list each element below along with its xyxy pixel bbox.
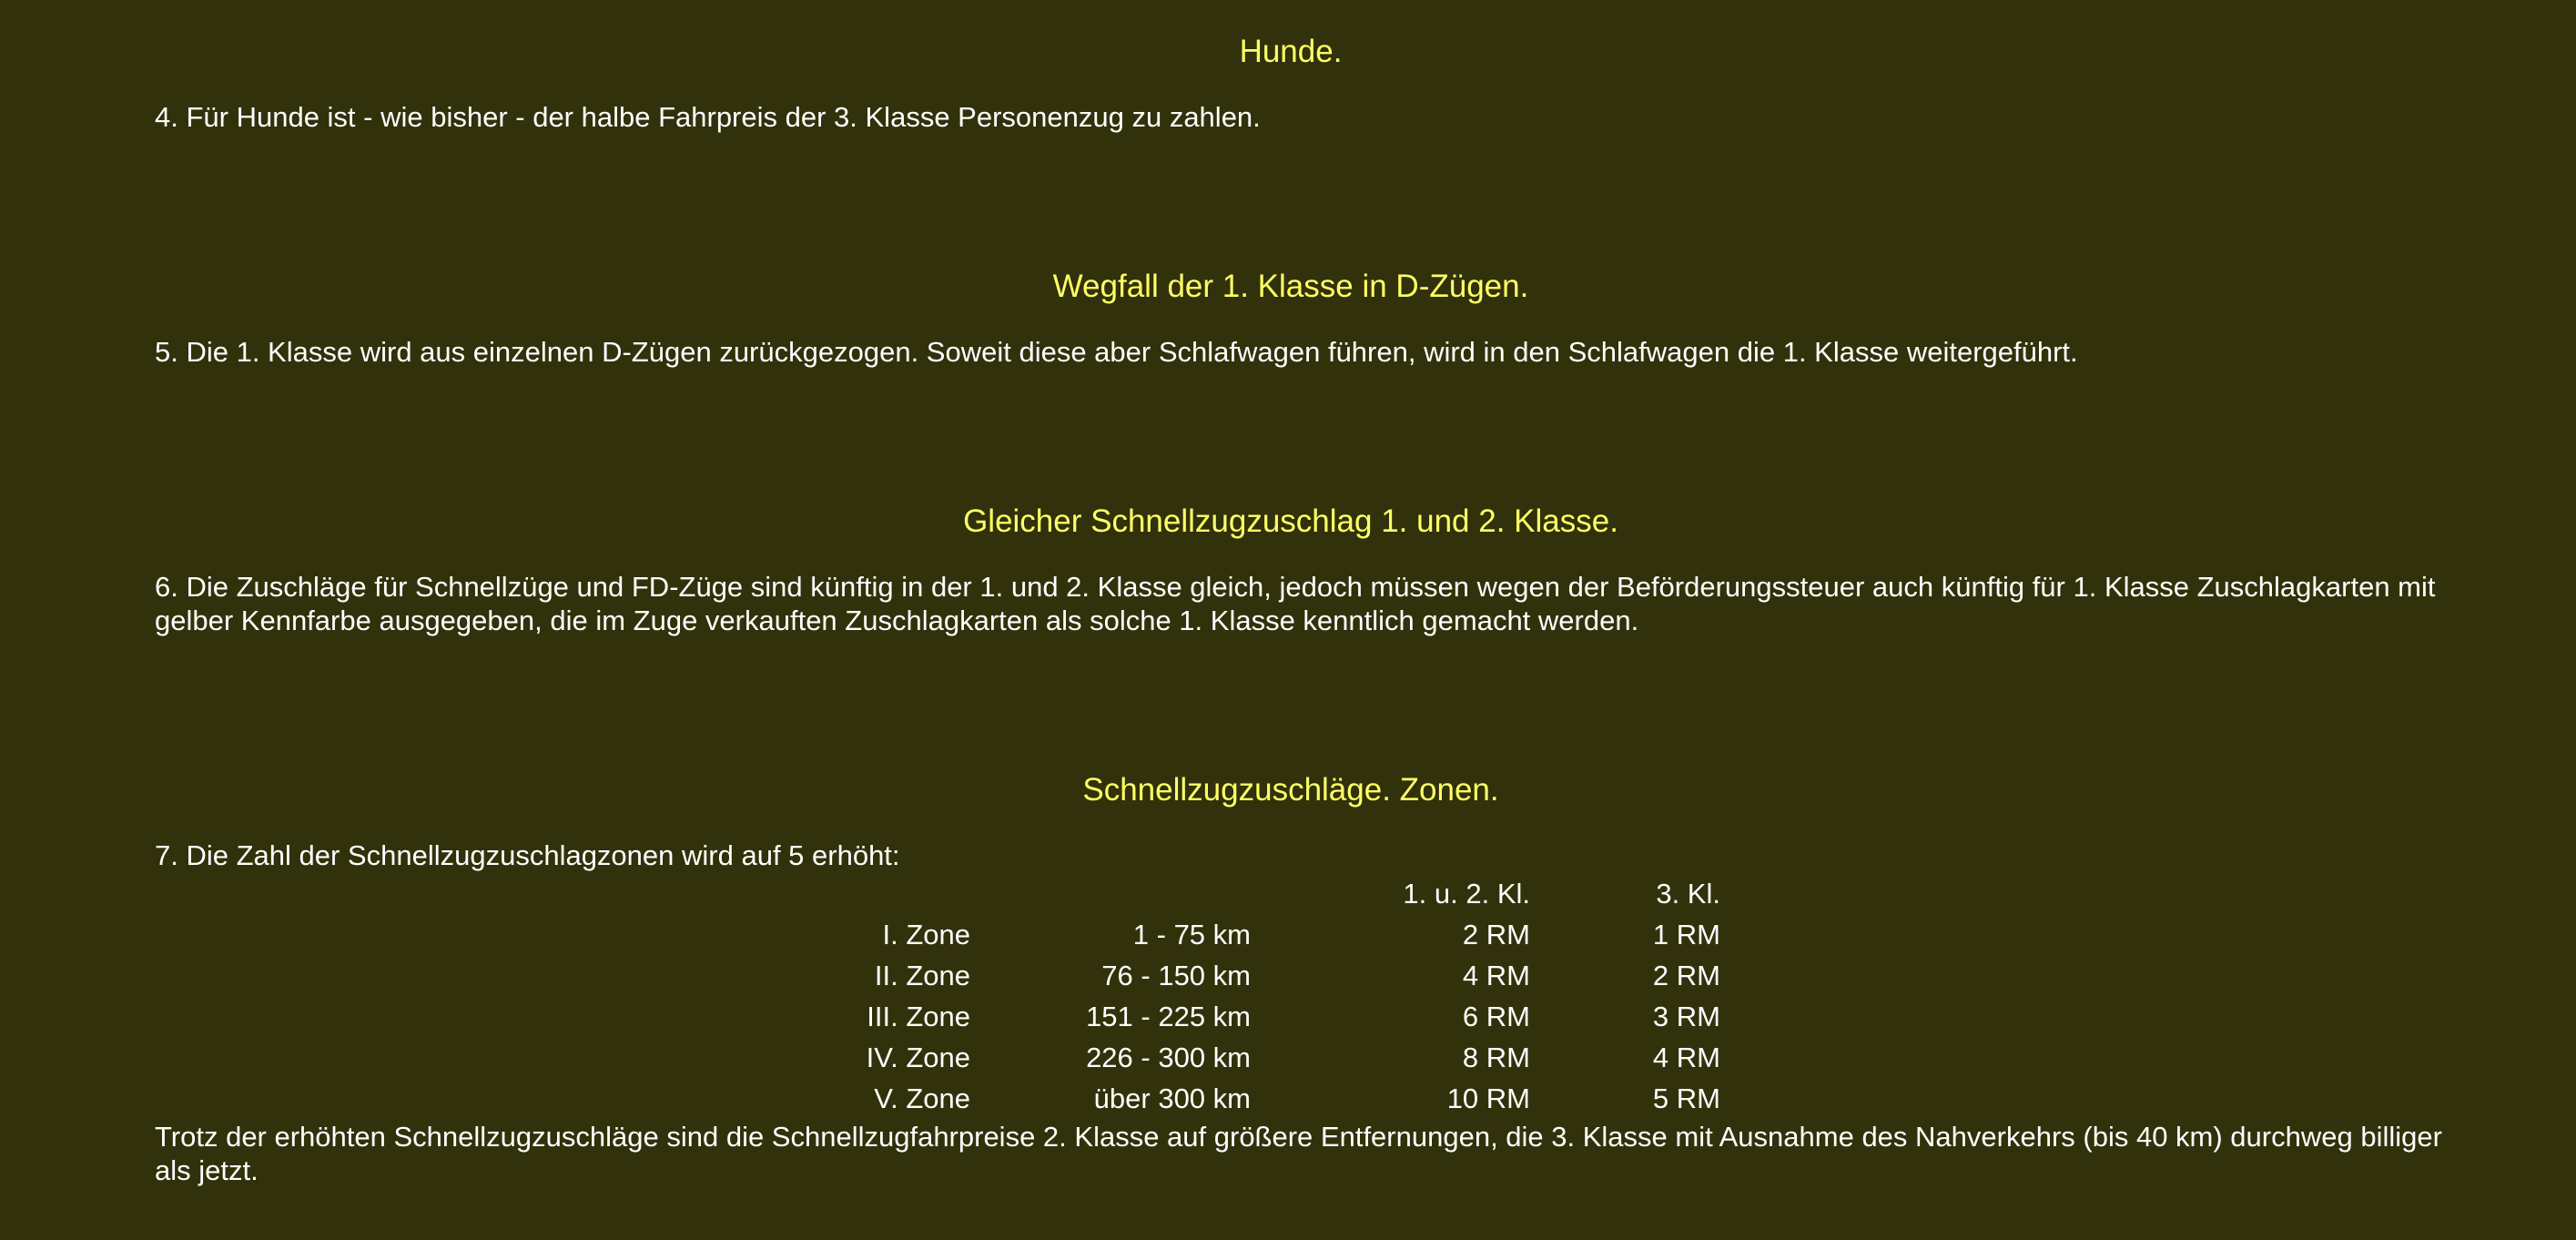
table-header-class-3: 3. Kl. [1656,878,1720,910]
section-heading-zonen: Schnellzugzuschläge. Zonen. [1082,772,1499,808]
zone-price-class-1-2: 2 RM [1462,919,1530,950]
table-header-class-1-2: 1. u. 2. Kl. [1403,878,1530,910]
zone-distance: 226 - 300 km [1086,1042,1251,1073]
section-paragraph-zonen: 7. Die Zahl der Schnellzugzuschlagzonen wird auf 5 erhöht: [155,839,900,871]
zone-name: V. Zone [874,1082,970,1114]
zone-name: II. Zone [874,960,970,991]
zone-price-class-3: 2 RM [1652,960,1720,991]
zone-price-class-3: 1 RM [1652,919,1720,950]
zone-name: I. Zone [882,919,970,950]
section-paragraph-wegfall: 5. Die 1. Klasse wird aus einzelnen D-Zügen zurückgezogen. Soweit diese aber Schlafwagen führen, wird in den Schlafwagen die 1. Klasse weitergeführt. [155,336,2078,368]
section-paragraph-zuschlag: 6. Die Zuschläge für Schnellzüge und FD-Züge sind künftig in der 1. und 2. Klasse gleich, jedoch müssen wegen der Beförderungssteuer auch künftig für 1. Klasse Zuschlagkarten mit gelber Kennfarbe ausgegeben, die im Zuge verkauften Zuschlagkarten als solche 1. Klasse kenntlich gemacht werden. [155,571,2436,636]
section-heading-wegfall: Wegfall der 1. Klasse in D-Zügen. [1052,269,1529,304]
section-heading-zuschlag: Gleicher Schnellzugzuschlag 1. und 2. Klasse. [963,503,1618,539]
zone-price-class-1-2: 4 RM [1462,960,1530,991]
section-heading-hunde: Hunde. [1239,34,1343,69]
section-paragraph-hunde: 4. Für Hunde ist - wie bisher - der halbe Fahrpreis der 3. Klasse Personenzug zu zahlen. [155,101,1261,133]
zone-distance: 76 - 150 km [1101,960,1251,991]
zone-distance: 151 - 225 km [1086,1001,1251,1032]
closing-paragraph: Trotz der erhöhten Schnellzugzuschläge sind die Schnellzugfahrpreise 2. Klasse auf größere Entfernungen, die 3. Klasse mit Ausnahme des Nahverkehrs (bis 40 km) durchweg billiger als jetzt. [155,1121,2442,1186]
zone-price-class-1-2: 10 RM [1446,1082,1530,1114]
zone-price-class-3: 4 RM [1652,1042,1720,1073]
zone-price-class-1-2: 6 RM [1462,1001,1530,1032]
zone-price-class-1-2: 8 RM [1462,1042,1530,1073]
zone-name: III. Zone [867,1001,970,1032]
zone-name: IV. Zone [866,1042,970,1073]
zone-price-class-3: 5 RM [1652,1082,1720,1114]
zone-distance: 1 - 75 km [1132,919,1251,950]
zone-distance: über 300 km [1093,1082,1251,1114]
zone-price-class-3: 3 RM [1652,1001,1720,1032]
